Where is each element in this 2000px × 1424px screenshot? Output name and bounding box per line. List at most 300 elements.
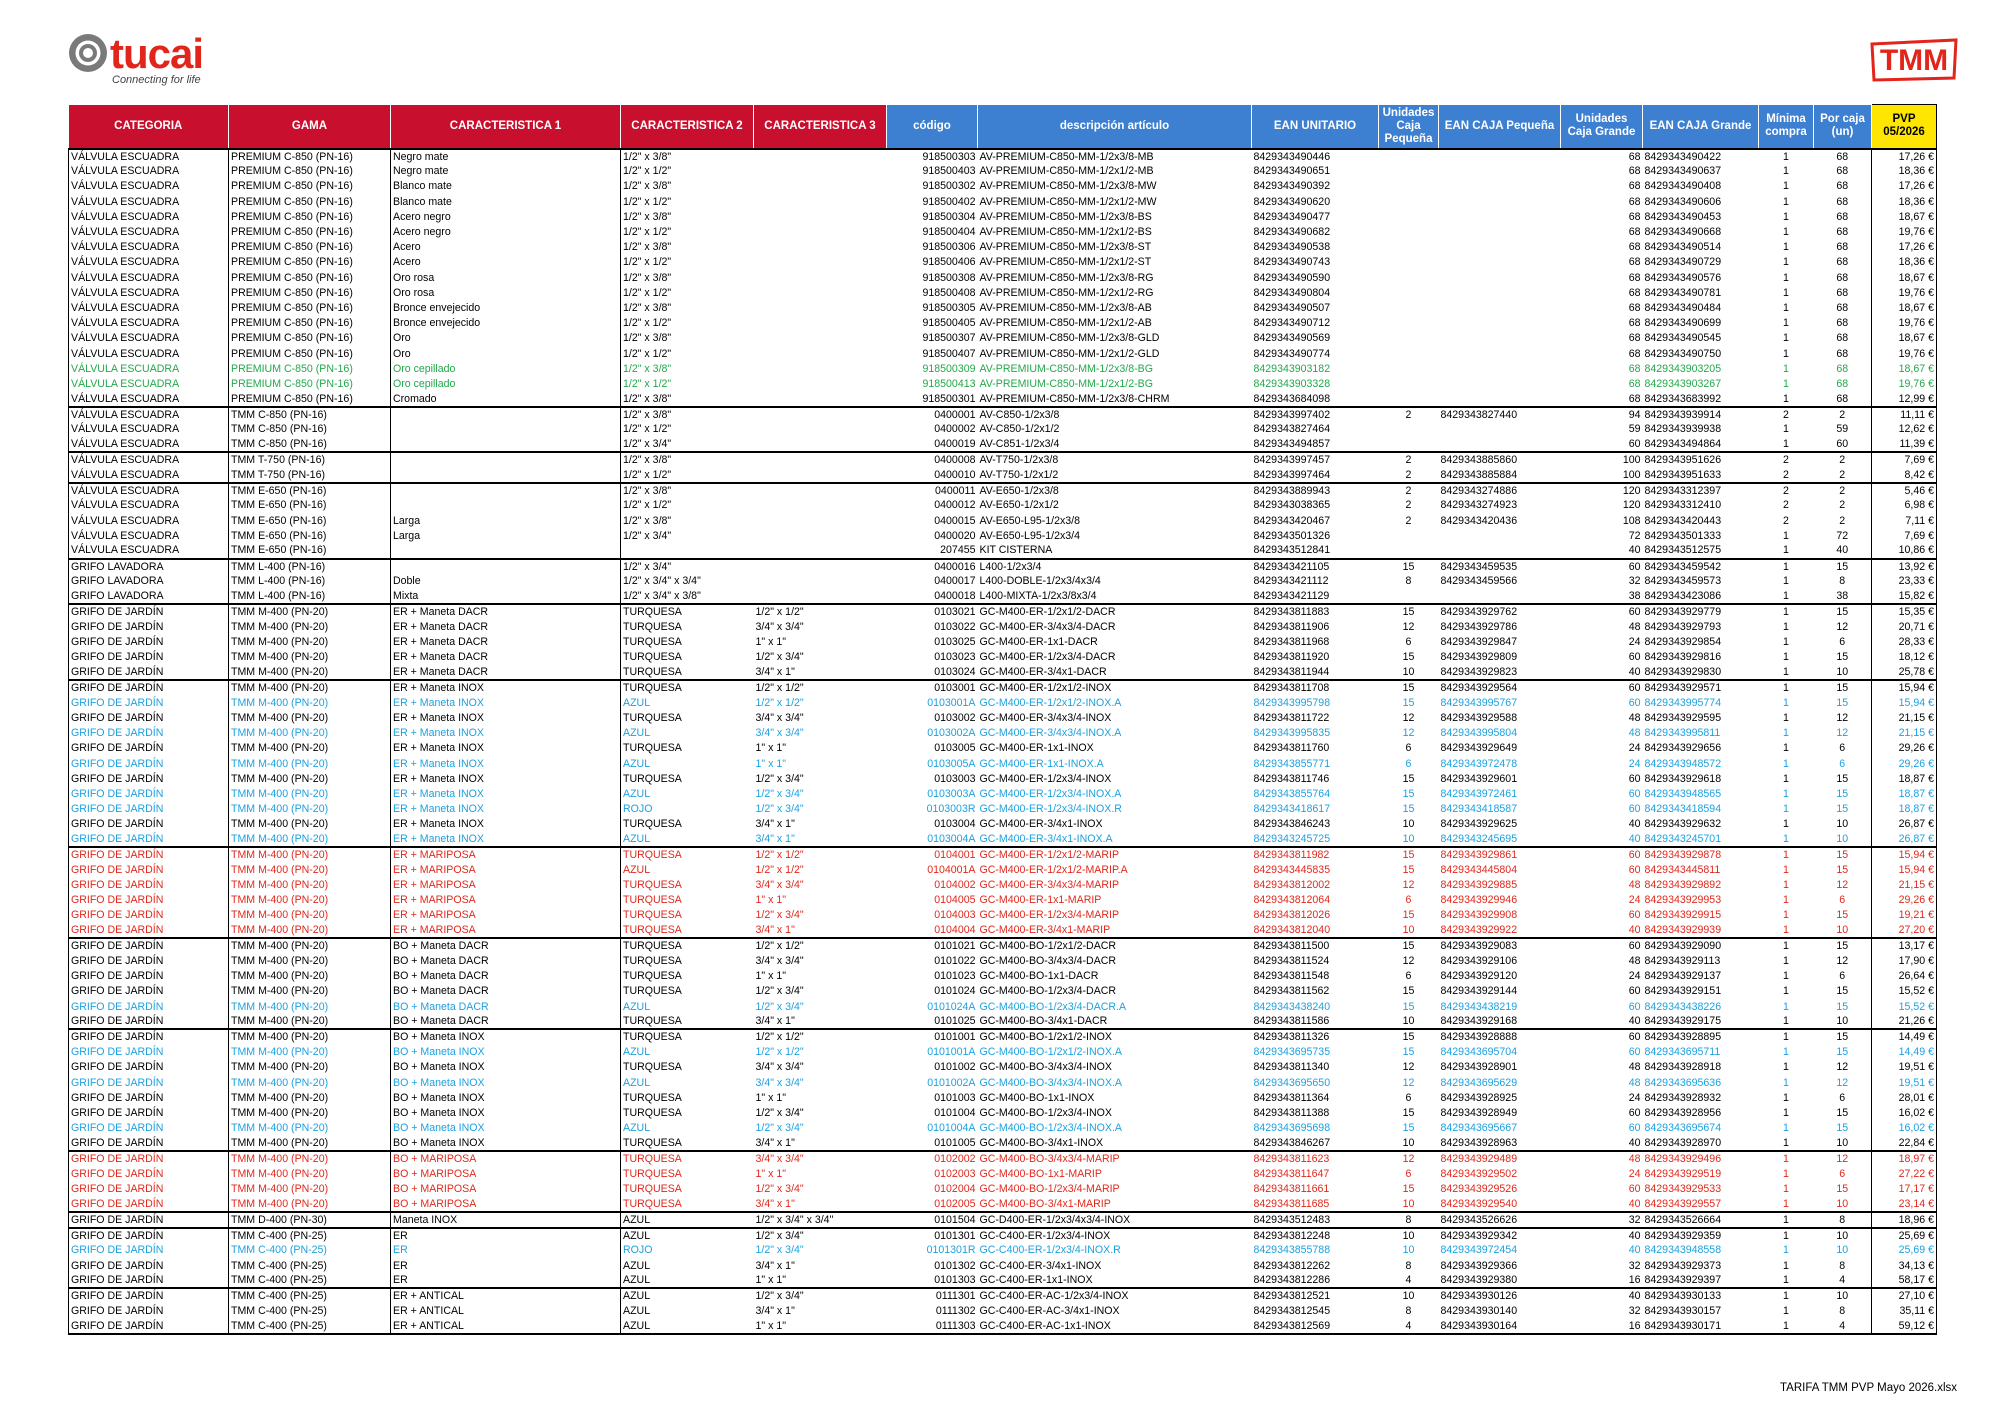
cell-categoria: GRIFO DE JARDÍN	[69, 802, 229, 817]
cell-unidades-caja-pequena: 15	[1379, 1029, 1439, 1044]
cell-ean-caja-grande: 8429343929557	[1644, 1197, 1722, 1210]
cell-ean-caja-pequena: 8429343929625	[1440, 818, 1518, 831]
table-row	[69, 1288, 1937, 1303]
cell-por-caja: 38	[1814, 589, 1872, 604]
cell-descripcion: GC-M400-BO-3/4x3/4-DACR	[979, 955, 1117, 968]
cell-caracteristica-3: 1/2" x 1/2"	[754, 847, 887, 862]
table-row	[69, 1075, 1937, 1090]
cell-caracteristica-3: 1/2" x 3/4"	[755, 1182, 804, 1195]
cell-ean-caja-pequena: 8429343929380	[1440, 1274, 1518, 1287]
cell-por-caja: 10	[1814, 923, 1872, 938]
cell-unidades-caja-pequena	[1379, 331, 1439, 346]
cell-por-caja: 60	[1814, 437, 1872, 452]
table-row	[69, 786, 1937, 801]
cell-ean-caja-grande: 8429343490576	[1644, 271, 1722, 284]
cell-ean-caja-pequena: 8429343929946	[1440, 894, 1518, 907]
cell-caracteristica-2: AZUL	[623, 757, 651, 770]
cell-gama: TMM C-400 (PN-25)	[229, 1319, 391, 1334]
cell-minima-compra: 1	[1783, 620, 1789, 633]
cell-ean-caja-grande: 8429343929953	[1644, 894, 1722, 907]
cell-caracteristica-2: TURQUESA	[623, 772, 682, 785]
cell-ean-caja-grande: 8429343929632	[1644, 818, 1722, 831]
cell-ean-caja-grande: 8429343929892	[1644, 879, 1722, 892]
table-row	[69, 255, 1937, 270]
cell-ean-unitario: 8429343490538	[1253, 241, 1331, 254]
cell-unidades-caja-grande: 40	[1628, 665, 1641, 678]
cell-unidades-caja-pequena	[1379, 300, 1439, 315]
cell-pvp: 35,11 €	[1872, 1304, 1937, 1319]
cell-codigo: 0101001A	[927, 1046, 976, 1059]
cell-caracteristica-3: 1/2" x 3/4"	[755, 909, 804, 922]
cell-caracteristica-2: 1/2" x 3/8"	[623, 241, 672, 254]
cell-ean-caja-grande: 8429343490422	[1643, 149, 1759, 164]
cell-unidades-caja-pequena: 12	[1402, 1076, 1415, 1089]
cell-minima-compra: 1	[1783, 1197, 1789, 1210]
cell-caracteristica-3	[754, 194, 887, 209]
cell-ean-caja-pequena	[1439, 331, 1561, 346]
cell-caracteristica-2: TURQUESA	[623, 1182, 682, 1195]
cell-caracteristica-1: ER + MARIPOSA	[391, 878, 621, 893]
cell-ean-caja-grande: 8429343929915	[1644, 909, 1722, 922]
cell-descripcion: AV-T750-1/2x3/8	[978, 452, 1252, 467]
cell-caracteristica-3: 1/2" x 3/4"	[755, 1106, 804, 1119]
cell-gama: TMM M-400 (PN-20)	[229, 1166, 391, 1181]
cell-caracteristica-2: TURQUESA	[623, 879, 682, 892]
cell-categoria: GRIFO DE JARDÍN	[69, 908, 229, 923]
table-row	[69, 452, 1937, 467]
table-row	[69, 270, 1937, 285]
cell-pvp: 16,02 €	[1872, 1121, 1937, 1136]
column-header-caracteristica-1: CARACTERISTICA 1	[391, 105, 621, 149]
cell-ean-caja-pequena: 8429343274923	[1440, 499, 1518, 512]
cell-descripcion: AV-PREMIUM-C850-MM-1/2x1/2-RG	[979, 286, 1154, 299]
cell-categoria: VÁLVULA ESCUADRA	[69, 331, 229, 346]
cell-ean-caja-grande: 8429343490606	[1644, 195, 1722, 208]
cell-caracteristica-3	[754, 300, 887, 315]
cell-codigo: 0103023	[934, 651, 976, 664]
cell-gama: TMM M-400 (PN-20)	[229, 756, 391, 771]
cell-caracteristica-1	[391, 559, 621, 574]
cell-ean-unitario: 8429343812248	[1252, 1228, 1379, 1243]
cell-caracteristica-1: ER + Maneta INOX	[391, 817, 621, 832]
cell-ean-caja-pequena: 8429343929649	[1440, 742, 1518, 755]
cell-caracteristica-1: BO + MARIPOSA	[391, 1166, 621, 1181]
cell-minima-compra: 1	[1783, 696, 1789, 709]
cell-gama: TMM M-400 (PN-20)	[229, 893, 391, 908]
cell-caracteristica-3: 3/4" x 3/4"	[754, 1151, 887, 1166]
cell-ean-caja-grande: 8429343312410	[1644, 499, 1722, 512]
cell-ean-caja-pequena: 8429343274886	[1439, 483, 1561, 498]
cell-codigo: 918500413	[922, 377, 976, 390]
cell-descripcion: GC-C400-ER-1/2x3/4-INOX.R	[979, 1244, 1121, 1257]
cell-por-caja: 15	[1814, 1105, 1872, 1120]
cell-caracteristica-1: Blanco mate	[391, 194, 621, 209]
cell-caracteristica-3: 1" x 1"	[755, 742, 786, 755]
cell-descripcion: AV-PREMIUM-C850-MM-1/2x3/8-MB	[978, 149, 1252, 164]
cell-gama: TMM C-850 (PN-16)	[229, 437, 391, 452]
table-row	[69, 710, 1937, 725]
cell-pvp: 18,36 €	[1872, 255, 1937, 270]
cell-caracteristica-2: TURQUESA	[623, 1167, 682, 1180]
cell-caracteristica-1: Doble	[391, 574, 621, 589]
cell-ean-caja-pequena	[1439, 255, 1561, 270]
table-row	[69, 908, 1937, 923]
cell-codigo: 0400011	[887, 483, 978, 498]
cell-gama: PREMIUM C-850 (PN-16)	[229, 164, 391, 179]
cell-caracteristica-3: 3/4" x 3/4"	[755, 879, 804, 892]
cell-ean-caja-grande: 8429343695636	[1644, 1076, 1722, 1089]
cell-unidades-caja-grande: 60	[1561, 1029, 1643, 1044]
cell-codigo: 918500307	[922, 332, 976, 345]
cell-codigo: 0103003R	[926, 803, 976, 816]
cell-por-caja: 4	[1814, 1319, 1872, 1334]
cell-unidades-caja-pequena: 15	[1402, 909, 1415, 922]
cell-minima-compra: 1	[1783, 636, 1789, 649]
cell-descripcion: AV-C851-1/2x3/4	[979, 438, 1060, 451]
cell-por-caja: 12	[1814, 710, 1872, 725]
cell-ean-unitario: 8429343490804	[1253, 286, 1331, 299]
cell-descripcion: L400-1/2x3/4	[978, 559, 1252, 574]
cell-caracteristica-2: 1/2" x 1/2"	[623, 423, 672, 436]
table-row	[69, 635, 1937, 650]
cell-pvp: 28,01 €	[1872, 1090, 1937, 1105]
cell-caracteristica-2	[621, 543, 754, 558]
table-row	[69, 1181, 1937, 1196]
cell-ean-caja-grande: 8429343928970	[1644, 1136, 1722, 1149]
cell-ean-caja-grande: 8429343928956	[1644, 1106, 1722, 1119]
cell-ean-caja-pequena: 8429343928949	[1440, 1106, 1518, 1119]
cell-ean-caja-pequena: 8429343995804	[1440, 727, 1518, 740]
cell-unidades-caja-grande: 40	[1628, 1197, 1641, 1210]
cell-caracteristica-1: BO + Maneta DACR	[391, 969, 621, 984]
cell-caracteristica-1: ER + Maneta DACR	[391, 635, 621, 650]
cell-unidades-caja-pequena	[1379, 285, 1439, 300]
cell-por-caja: 68	[1814, 285, 1872, 300]
cell-descripcion: AV-PREMIUM-C850-MM-1/2x1/2-GLD	[979, 347, 1160, 360]
cell-ean-unitario: 8429343438240	[1253, 1000, 1331, 1013]
column-header-descripcion: descripción artículo	[978, 105, 1252, 149]
table-row	[69, 862, 1937, 877]
cell-caracteristica-1: ER + MARIPOSA	[391, 923, 621, 938]
cell-unidades-caja-pequena: 12	[1402, 727, 1415, 740]
cell-caracteristica-3	[754, 149, 887, 164]
cell-caracteristica-3	[754, 452, 887, 467]
cell-categoria: VÁLVULA ESCUADRA	[69, 224, 229, 239]
cell-caracteristica-2: TURQUESA	[621, 1151, 754, 1166]
cell-unidades-caja-pequena: 15	[1402, 1046, 1415, 1059]
cell-unidades-caja-grande: 24	[1628, 1091, 1641, 1104]
cell-caracteristica-1: BO + MARIPOSA	[391, 1181, 621, 1196]
cell-codigo: 918500306	[922, 241, 976, 254]
cell-por-caja: 15	[1814, 984, 1872, 999]
cell-ean-caja-grande: 8429343490484	[1644, 301, 1722, 314]
table-row	[69, 300, 1937, 315]
cell-codigo: 0102003	[934, 1167, 976, 1180]
cell-categoria: GRIFO DE JARDÍN	[69, 847, 229, 862]
cell-caracteristica-1: ER + Maneta INOX	[391, 695, 621, 710]
cell-ean-unitario: 8429343494857	[1253, 438, 1331, 451]
cell-por-caja: 15	[1814, 771, 1872, 786]
cell-categoria: GRIFO DE JARDÍN	[69, 1166, 229, 1181]
cell-categoria: GRIFO DE JARDÍN	[69, 771, 229, 786]
cell-ean-caja-grande: 8429343423086	[1644, 590, 1722, 603]
cell-categoria: VÁLVULA ESCUADRA	[69, 300, 229, 315]
cell-unidades-caja-grande: 24	[1628, 742, 1641, 755]
cell-por-caja: 2	[1814, 483, 1872, 498]
cell-codigo: 0103001A	[927, 696, 976, 709]
cell-por-caja: 10	[1814, 817, 1872, 832]
cell-gama: TMM M-400 (PN-20)	[229, 741, 391, 756]
cell-pvp: 25,69 €	[1872, 1243, 1937, 1258]
cell-unidades-caja-grande: 60	[1628, 787, 1641, 800]
cell-caracteristica-1: BO + Maneta INOX	[391, 1136, 621, 1151]
cell-categoria: GRIFO DE JARDÍN	[69, 1029, 229, 1044]
cell-gama: TMM L-400 (PN-16)	[229, 589, 391, 604]
cell-caracteristica-2: 1/2" x 3/8"	[621, 407, 754, 422]
brand-wordmark: tucai	[110, 30, 204, 77]
cell-pvp: 7,69 €	[1872, 528, 1937, 543]
tucai-logo	[66, 30, 266, 90]
cell-caracteristica-2: 1/2" x 3/4" x 3/4"	[623, 575, 701, 588]
cell-minima-compra: 1	[1783, 165, 1789, 178]
cell-unidades-caja-pequena: 10	[1402, 1015, 1415, 1028]
cell-categoria: GRIFO DE JARDÍN	[69, 969, 229, 984]
cell-codigo: 918500309	[922, 362, 976, 375]
cell-unidades-caja-pequena: 10	[1402, 1244, 1415, 1257]
cell-categoria: VÁLVULA ESCUADRA	[69, 513, 229, 528]
cell-caracteristica-3: 1" x 1"	[755, 757, 786, 770]
cell-ean-unitario: 8429343811906	[1253, 620, 1330, 633]
cell-unidades-caja-grande: 60	[1628, 1106, 1641, 1119]
cell-descripcion: AV-E650-L95-1/2x3/4	[979, 529, 1081, 542]
column-header-ean-caja-pequena: EAN CAJA Pequeña	[1439, 105, 1561, 149]
cell-unidades-caja-grande: 24	[1628, 1167, 1641, 1180]
cell-codigo: 0101004A	[927, 1122, 976, 1135]
cell-pvp: 21,15 €	[1872, 878, 1937, 893]
cell-caracteristica-1: ER	[391, 1228, 621, 1243]
cell-caracteristica-1: ER + Maneta INOX	[391, 802, 621, 817]
cell-minima-compra: 1	[1783, 1274, 1789, 1287]
cell-ean-caja-grande: 8429343420443	[1644, 514, 1722, 527]
cell-pvp: 59,12 €	[1872, 1319, 1937, 1334]
table-row	[69, 832, 1937, 847]
cell-pvp: 21,15 €	[1872, 710, 1937, 725]
cell-codigo: 0103004	[934, 818, 976, 831]
cell-pvp: 10,86 €	[1872, 543, 1937, 558]
cell-unidades-caja-pequena: 15	[1379, 604, 1439, 619]
cell-caracteristica-1: BO + MARIPOSA	[391, 1196, 621, 1211]
cell-ean-caja-pequena	[1439, 543, 1561, 558]
cell-ean-unitario: 8429343812040	[1253, 924, 1331, 937]
cell-ean-caja-grande: 8429343526664	[1643, 1212, 1759, 1228]
cell-descripcion: GC-M400-ER-3/4x1-MARIP	[979, 924, 1111, 937]
cell-caracteristica-1: ER + Maneta INOX	[391, 710, 621, 725]
cell-por-caja: 15	[1814, 802, 1872, 817]
cell-ean-caja-grande: 8429343928895	[1643, 1029, 1759, 1044]
cell-gama: PREMIUM C-850 (PN-16)	[229, 255, 391, 270]
table-row	[69, 209, 1937, 224]
table-row	[69, 498, 1937, 513]
cell-codigo: 0103004A	[927, 833, 976, 846]
cell-caracteristica-1: ER + Maneta INOX	[391, 771, 621, 786]
cell-caracteristica-1	[391, 407, 621, 422]
cell-ean-unitario: 8429343811500	[1252, 938, 1379, 953]
cell-categoria: VÁLVULA ESCUADRA	[69, 240, 229, 255]
cell-pvp: 15,94 €	[1872, 847, 1937, 862]
cell-ean-caja-grande: 8429343929793	[1644, 620, 1722, 633]
cell-unidades-caja-grande: 68	[1628, 392, 1641, 405]
cell-caracteristica-2: AZUL	[623, 787, 651, 800]
cell-ean-unitario: 8429343445835	[1253, 863, 1331, 876]
cell-unidades-caja-pequena: 15	[1402, 787, 1415, 800]
cell-gama: TMM M-400 (PN-20)	[229, 999, 391, 1014]
cell-ean-caja-pequena: 8429343929847	[1440, 636, 1518, 649]
cell-minima-compra: 1	[1783, 256, 1789, 269]
cell-ean-caja-grande: 8429343929533	[1644, 1182, 1722, 1195]
cell-gama: TMM C-400 (PN-25)	[229, 1228, 391, 1243]
cell-pvp: 15,94 €	[1872, 695, 1937, 710]
cell-caracteristica-2: 1/2" x 3/8"	[623, 332, 672, 345]
cell-codigo: 0104003	[934, 909, 976, 922]
cell-caracteristica-2: AZUL	[623, 1305, 651, 1318]
cell-unidades-caja-grande: 68	[1628, 332, 1641, 345]
cell-ean-caja-pequena	[1439, 422, 1561, 437]
cell-ean-caja-grande: 8429343929816	[1644, 651, 1722, 664]
cell-ean-caja-grande: 8429343445811	[1644, 863, 1721, 876]
cell-por-caja: 12	[1814, 1151, 1872, 1166]
cell-gama: TMM M-400 (PN-20)	[229, 1196, 391, 1211]
cell-caracteristica-1: ER + Maneta DACR	[391, 604, 621, 619]
cell-descripcion: GC-M400-BO-1/2x1/2-INOX	[978, 1029, 1252, 1044]
cell-gama: TMM M-400 (PN-20)	[229, 817, 391, 832]
cell-minima-compra: 1	[1759, 604, 1814, 619]
cell-ean-caja-pequena: 8429343245695	[1440, 833, 1518, 846]
cell-caracteristica-2: TURQUESA	[623, 985, 682, 998]
cell-ean-unitario: 8429343512841	[1253, 544, 1331, 557]
table-row	[69, 802, 1937, 817]
cell-ean-unitario: 8429343903328	[1253, 377, 1331, 390]
cell-caracteristica-3: 3/4" x 1"	[755, 833, 795, 846]
cell-caracteristica-3: 3/4" x 3/4"	[755, 1076, 804, 1089]
cell-pvp: 15,82 €	[1872, 589, 1937, 604]
cell-ean-caja-pequena: 8429343929083	[1439, 938, 1561, 953]
cell-caracteristica-3: 1/2" x 3/4"	[755, 1122, 804, 1135]
cell-ean-unitario: 8429343811562	[1253, 985, 1330, 998]
cell-codigo: 0101002	[934, 1061, 976, 1074]
table-row	[69, 1029, 1937, 1044]
cell-unidades-caja-grande: 48	[1628, 712, 1641, 725]
cell-caracteristica-1: BO + Maneta INOX	[391, 1045, 621, 1060]
cell-pvp: 17,26 €	[1872, 179, 1937, 194]
cell-pvp: 29,26 €	[1872, 741, 1937, 756]
cell-unidades-caja-grande: 60	[1561, 680, 1643, 695]
cell-unidades-caja-pequena: 6	[1405, 757, 1412, 770]
cell-gama: TMM M-400 (PN-20)	[229, 619, 391, 634]
cell-caracteristica-3	[754, 574, 887, 589]
cell-pvp: 18,36 €	[1872, 164, 1937, 179]
column-header-unidades-caja-grande: Unidades Caja Grande	[1561, 105, 1643, 149]
table-row	[69, 1304, 1937, 1319]
table-row	[69, 771, 1937, 786]
cell-categoria: GRIFO DE JARDÍN	[69, 726, 229, 741]
cell-descripcion: GC-M400-ER-3/4x3/4-INOX	[979, 712, 1112, 725]
cell-caracteristica-2: 1/2" x 1/2"	[623, 226, 672, 239]
cell-descripcion: AV-PREMIUM-C850-MM-1/2x3/8-BG	[979, 362, 1153, 375]
cell-ean-caja-pequena: 8429343930140	[1440, 1305, 1518, 1318]
cell-unidades-caja-pequena: 6	[1405, 970, 1412, 983]
cell-ean-caja-pequena	[1439, 437, 1561, 452]
cell-minima-compra: 1	[1783, 438, 1789, 451]
cell-caracteristica-1: BO + Maneta INOX	[391, 1105, 621, 1120]
cell-unidades-caja-pequena: 4	[1379, 1319, 1439, 1334]
cell-caracteristica-2: TURQUESA	[623, 1197, 682, 1210]
cell-unidades-caja-pequena: 15	[1379, 559, 1439, 574]
cell-unidades-caja-grande: 59	[1628, 423, 1641, 436]
cell-por-caja: 15	[1814, 1029, 1872, 1044]
cell-caracteristica-2: 1/2" x 3/8"	[623, 362, 672, 375]
cell-codigo: 0103001	[887, 680, 978, 695]
cell-unidades-caja-pequena: 15	[1402, 772, 1415, 785]
cell-caracteristica-3	[754, 270, 887, 285]
brand-tagline: Connecting for life	[112, 74, 201, 86]
table-row	[69, 1045, 1937, 1060]
cell-codigo: 0101024A	[927, 1000, 976, 1013]
cell-ean-caja-pequena: 8429343459535	[1439, 559, 1561, 574]
cell-pvp: 27,20 €	[1872, 923, 1937, 938]
cell-codigo: 918500406	[922, 256, 976, 269]
cell-descripcion: AV-PREMIUM-C850-MM-1/2x1/2-AB	[979, 317, 1152, 330]
cell-por-caja: 15	[1814, 908, 1872, 923]
cell-caracteristica-3	[754, 543, 887, 558]
price-table	[68, 104, 1937, 1335]
cell-por-caja: 6	[1814, 635, 1872, 650]
cell-pvp: 15,52 €	[1872, 984, 1937, 999]
table-row	[69, 756, 1937, 771]
cell-ean-caja-grande: 8429343995811	[1644, 727, 1721, 740]
cell-categoria: GRIFO DE JARDÍN	[69, 786, 229, 801]
cell-ean-caja-grande: 8429343930133	[1643, 1288, 1759, 1303]
cell-unidades-caja-pequena: 10	[1402, 833, 1415, 846]
table-row	[69, 559, 1937, 574]
tmm-logo	[1868, 36, 1960, 82]
cell-categoria: VÁLVULA ESCUADRA	[69, 407, 229, 422]
cell-codigo: 0103005A	[927, 757, 976, 770]
table-row	[69, 483, 1937, 498]
cell-unidades-caja-grande: 94	[1561, 407, 1643, 422]
cell-caracteristica-3: 1/2" x 3/4"	[755, 985, 804, 998]
cell-pvp: 15,35 €	[1872, 604, 1937, 619]
cell-gama: TMM M-400 (PN-20)	[229, 1014, 391, 1029]
cell-caracteristica-3	[754, 467, 887, 482]
cell-caracteristica-3	[754, 346, 887, 361]
cell-categoria: VÁLVULA ESCUADRA	[69, 498, 229, 513]
cell-por-caja: 72	[1814, 528, 1872, 543]
cell-caracteristica-2: 1/2" x 1/2"	[623, 468, 672, 481]
cell-ean-caja-grande: 8429343490408	[1644, 180, 1722, 193]
cell-ean-caja-grande: 8429343929571	[1643, 680, 1759, 695]
cell-ean-caja-pequena: 8429343929885	[1440, 879, 1518, 892]
cell-por-caja: 59	[1814, 422, 1872, 437]
cell-caracteristica-2: TURQUESA	[623, 818, 682, 831]
table-row	[69, 589, 1937, 604]
cell-descripcion: GC-M400-ER-1/2x1/2-INOX	[978, 680, 1252, 695]
cell-codigo: 0101301	[887, 1228, 978, 1243]
cell-descripcion: GC-M400-ER-1x1-DACR	[979, 636, 1098, 649]
cell-codigo: 918500305	[922, 301, 976, 314]
table-row	[69, 893, 1937, 908]
cell-gama: TMM C-400 (PN-25)	[229, 1243, 391, 1258]
cell-categoria: GRIFO DE JARDÍN	[69, 1288, 229, 1303]
